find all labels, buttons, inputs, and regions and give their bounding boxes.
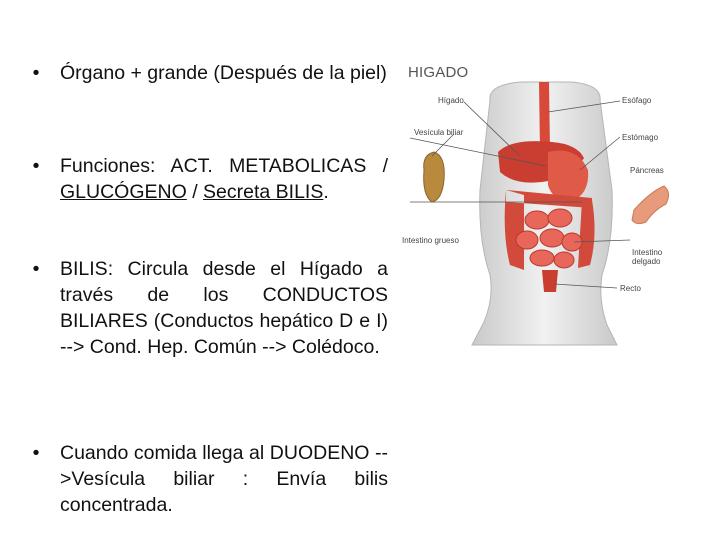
bullet-text: BILIS: Circula desde el Hígado a través de los CONDUCTOS BILIARES (Conductos hepático D e I) --> Cond. Hep. Común --> Colédoco. [60,258,388,358]
underlined-secreta-bilis: Secreta BILIS [203,181,324,203]
underlined-glucogeno: GLUCÓGENO [60,181,187,203]
label-higado: Hígado [438,96,464,105]
bullet-dot: • [32,258,40,280]
pancreas-shape [632,186,669,224]
text-segment: . [323,181,329,203]
label-pancreas: Páncreas [630,166,664,175]
text-segment: Funciones: ACT. METABOLICAS / [60,155,388,177]
label-estomago: Estómago [622,133,659,142]
gallbladder-shape [424,152,445,202]
bullet-text [60,153,388,205]
label-esofago: Esófago [622,96,652,105]
liver-anatomy-figure [402,60,692,360]
bullet-text: Órgano + grande (Después de la piel) [60,62,387,84]
label-intestino-grueso: Intestino grueso [402,236,459,245]
bullet-text: Cuando comida llega al DUODENO -->Vesícula biliar : Envía bilis concentrada. [60,442,388,516]
rectum-shape [542,270,558,292]
label-intestino-delgado: Intestino delgado [632,248,663,266]
label-recto: Recto [620,284,641,293]
bullet-dot: • [32,442,40,464]
label-vesicula: Vesícula biliar [414,128,464,137]
figure-title: HIGADO [408,64,469,81]
text-segment: / [186,181,204,203]
anatomy-illustration [402,60,692,360]
bullet-dot: • [32,62,40,84]
bullet-dot: • [32,155,40,177]
